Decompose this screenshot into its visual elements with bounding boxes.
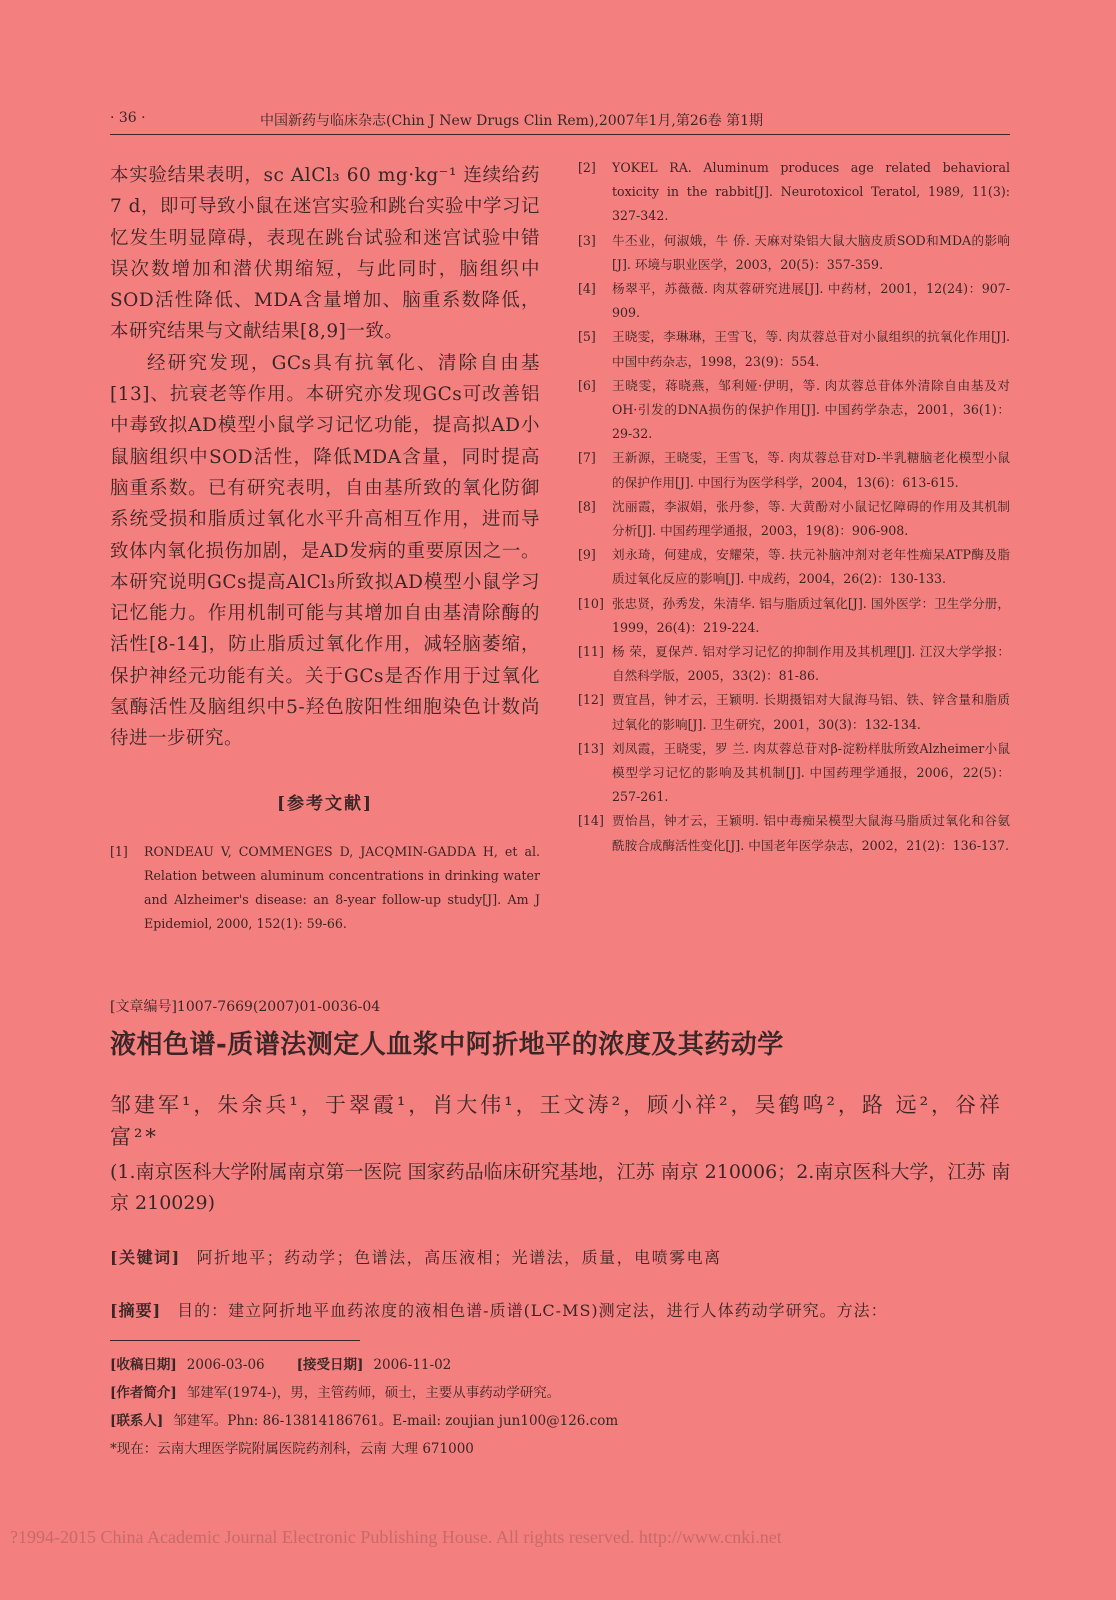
footnote-author bbox=[110, 1379, 710, 1407]
reference-number: [13] bbox=[578, 740, 604, 756]
reference-text: 沈丽霞，李淑娟，张丹参，等. 大黄酚对小鼠记忆障碍的作用及其机制分析[J]. 中国药理学通报，2003，19(8)：906-908. bbox=[612, 498, 1010, 539]
author-bio: 邹建军(1974-)，男，主管药师，硕士，主要从事药动学研究。 bbox=[186, 1385, 561, 1401]
reference-number: [5] bbox=[578, 329, 596, 345]
footnote-rule bbox=[110, 1340, 360, 1341]
left-column bbox=[110, 160, 540, 936]
affiliation: (1.南京医科大学附属南京第一医院 国家药品临床研究基地，江苏 南京 210006；2.南京医科大学，江苏 南京 210029) bbox=[110, 1161, 1011, 1214]
reference-text: 刘凤霞，王晓雯，罗 兰. 肉苁蓉总苷对β-淀粉样肽所致Alzheimer小鼠模型学习记忆的影响及其机制[J]. 中国药理学通报，2006，22(5)：257-261. bbox=[612, 740, 1010, 805]
article-number: [文章编号]1007-7669(2007)01-0036-04 bbox=[110, 999, 381, 1015]
reference-text: 杨 荣，夏保芦. 铝对学习记忆的抑制作用及其机理[J]. 江汉大学学报：自然科学版，2005，33(2)：81-86. bbox=[612, 644, 1010, 684]
journal-title: 中国新药与临床杂志(Chin J New Drugs Clin Rem),2007年1月,第26卷 第1期 bbox=[260, 113, 764, 129]
footnote-dates bbox=[110, 1351, 710, 1379]
reference-item bbox=[110, 840, 540, 937]
next-article bbox=[110, 996, 1015, 1321]
abstract bbox=[110, 1298, 1015, 1321]
reference-item bbox=[578, 737, 1010, 810]
reference-number: [11] bbox=[578, 644, 604, 660]
reference-item bbox=[578, 277, 1010, 325]
reference-item bbox=[578, 640, 1010, 688]
reference-text: 张忠贤，孙秀发，朱清华. 铝与脂质过氧化[J]. 国外医学：卫生学分册，1999，26(4)：219-224. bbox=[612, 595, 1010, 635]
reference-item bbox=[578, 592, 1010, 640]
reference-number: [10] bbox=[578, 595, 604, 611]
body-text bbox=[110, 160, 540, 755]
reference-item bbox=[578, 229, 1010, 277]
contact-label: [联系人] bbox=[110, 1413, 164, 1429]
reference-text: 牛丕业，何淑娥，牛 侨. 天麻对染铝大鼠大脑皮质SOD和MDA的影响[J]. 环境与职业医学，2003，20(5)：357-359. bbox=[612, 232, 1010, 272]
reference-text: 贾宜昌，钟才云，王颖明. 长期摄铝对大鼠海马铝、铁、锌含量和脂质过氧化的影响[J]. 卫生研究，2001，30(3)：132-134. bbox=[612, 692, 1010, 732]
running-header bbox=[110, 106, 1010, 135]
reference-text: 王晓雯，蒋晓燕，邹利娅·伊明，等. 肉苁蓉总苷体外清除自由基及对OH·引发的DNA损伤的保护作用[J]. 中国药学杂志，2001，36(1)：29-32. bbox=[612, 377, 1010, 442]
accepted-label: [接受日期] bbox=[296, 1357, 364, 1373]
reference-text: YOKEL RA. Aluminum produces age related behavioral toxicity in the rabbit[J]. Neurotoxicol Teratol, 1989, 11(3): 327-342. bbox=[612, 160, 1010, 224]
author-bio-label: [作者简介] bbox=[110, 1385, 177, 1401]
reference-number: [1] bbox=[110, 843, 128, 859]
received-date: 2006-03-06 bbox=[186, 1357, 265, 1373]
author-list: 邹建军¹，朱余兵¹，于翠霞¹，肖大伟¹，王文涛²，顾小祥²，吴鹤鸣²，路 远²，谷祥富²* bbox=[110, 1093, 1004, 1149]
received-label: [收稿日期] bbox=[110, 1357, 177, 1373]
copyright-notice: ?1994-2015 China Academic Journal Electronic Publishing House. All rights reserved. http://www.cnki.net bbox=[10, 1527, 782, 1547]
reference-item bbox=[578, 809, 1010, 857]
keywords-text: 阿折地平；药动学；色谱法，高压液相；光谱法，质量，电喷雾电离 bbox=[196, 1248, 722, 1267]
reference-number: [4] bbox=[578, 281, 596, 297]
footnotes bbox=[110, 1340, 710, 1463]
reference-number: [14] bbox=[578, 813, 604, 829]
reference-number: [3] bbox=[578, 232, 596, 248]
reference-item bbox=[578, 325, 1010, 373]
reference-item bbox=[578, 446, 1010, 494]
references-heading: [参考文献] bbox=[276, 793, 374, 814]
reference-number: [9] bbox=[578, 547, 596, 563]
references-list-left bbox=[110, 840, 540, 937]
reference-number: [12] bbox=[578, 692, 604, 708]
reference-text: 刘永琦，何建成，安耀荣，等. 扶元补脑冲剂对老年性痴呆ATP酶及脂质过氧化反应的影响[J]. 中成药，2004，26(2)：130-133. bbox=[612, 547, 1010, 587]
page-number: · 36 · bbox=[110, 110, 146, 126]
reference-text: 王新源，王晓雯，王雪飞，等. 肉苁蓉总苷对D-半乳糖脑老化模型小鼠的保护作用[J]. 中国行为医学科学，2004，13(6)：613-615. bbox=[612, 450, 1010, 490]
reference-item bbox=[578, 156, 1010, 229]
footnote-current-address: *现在：云南大理医学院附属医院药剂科，云南 大理 671000 bbox=[110, 1441, 474, 1457]
keywords-label: [关键词] bbox=[110, 1248, 181, 1267]
reference-text: 王晓雯，李琳琳，王雪飞，等. 肉苁蓉总苷对小鼠组织的抗氧化作用[J]. 中国中药杂志，1998，23(9)：554. bbox=[612, 329, 1010, 369]
reference-text: RONDEAU V, COMMENGES D, JACQMIN-GADDA H, et al. Relation between aluminum concentrations in drinking water and Alzheimer's disease: an 8-year follow-up study[J]. Am J Epidemiol, 2000, 152(1): 59-66. bbox=[144, 843, 540, 932]
paragraph-1: 本实验结果表明，sc AlCl₃ 60 mg·kg⁻¹ 连续给药7 d，即可导致小鼠在迷宫实验和跳台实验中学习记忆发生明显障碍，表现在跳台试验和迷宫试验中错误次数增加和潜伏期缩短，与此同时，脑组织中SOD活性降低、MDA含量增加、脑重系数降低，本研究结果与文献结果[8,9]一致。 bbox=[110, 165, 540, 343]
reference-number: [8] bbox=[578, 498, 596, 514]
paragraph-2: 经研究发现，GCs具有抗氧化、清除自由基[13]、抗衰老等作用。本研究亦发现GCs可改善铝中毒致拟AD模型小鼠学习记忆功能，提高拟AD小鼠脑组织中SOD活性，降低MDA含量，同时提高脑重系数。已有研究表明，自由基所致的氧化防御系统受损和脂质过氧化水平升高相互作用，进而导致体内氧化损伤加剧，是AD发病的重要原因之一。本研究说明GCs提高AlCl₃所致拟AD模型小鼠学习记忆能力。作用机制可能与其增加自由基清除酶的活性[8-14]，防止脂质过氧化作用，减轻脑萎缩，保护神经元功能有关。关于GCs是否作用于过氧化氢酶活性及脑组织中5-羟色胺阳性细胞染色计数尚待进一步研究。 bbox=[110, 352, 540, 750]
reference-text: 杨翠平，苏薇薇. 肉苁蓉研究进展[J]. 中药材，2001，12(24)：907-909. bbox=[612, 281, 1010, 321]
keywords bbox=[110, 1245, 1015, 1268]
footnote-contact bbox=[110, 1407, 710, 1435]
references-list-right bbox=[578, 156, 1010, 858]
accepted-date: 2006-11-02 bbox=[373, 1357, 452, 1373]
reference-number: [2] bbox=[578, 160, 596, 175]
abstract-text: 目的：建立阿折地平血药浓度的液相色谱-质谱(LC-MS)测定法，进行人体药动学研究。方法： bbox=[177, 1301, 888, 1320]
article-title: 液相色谱-质谱法测定人血浆中阿折地平的浓度及其药动学 bbox=[110, 1030, 784, 1060]
reference-number: [7] bbox=[578, 450, 596, 466]
abstract-label: [摘要] bbox=[110, 1301, 162, 1320]
reference-item bbox=[578, 374, 1010, 447]
reference-number: [6] bbox=[578, 377, 596, 393]
reference-item bbox=[578, 688, 1010, 736]
reference-text: 贾怡昌，钟才云，王颖明. 铝中毒痴呆模型大鼠海马脂质过氧化和谷氨酰胺合成酶活性变化[J]. 中国老年医学杂志，2002，21(2)：136-137. bbox=[612, 813, 1010, 853]
contact-info: 邹建军。Phn: 86-13814186761。E-mail: zoujian jun100@126.com bbox=[173, 1413, 619, 1429]
reference-item bbox=[578, 543, 1010, 591]
reference-item bbox=[578, 495, 1010, 543]
